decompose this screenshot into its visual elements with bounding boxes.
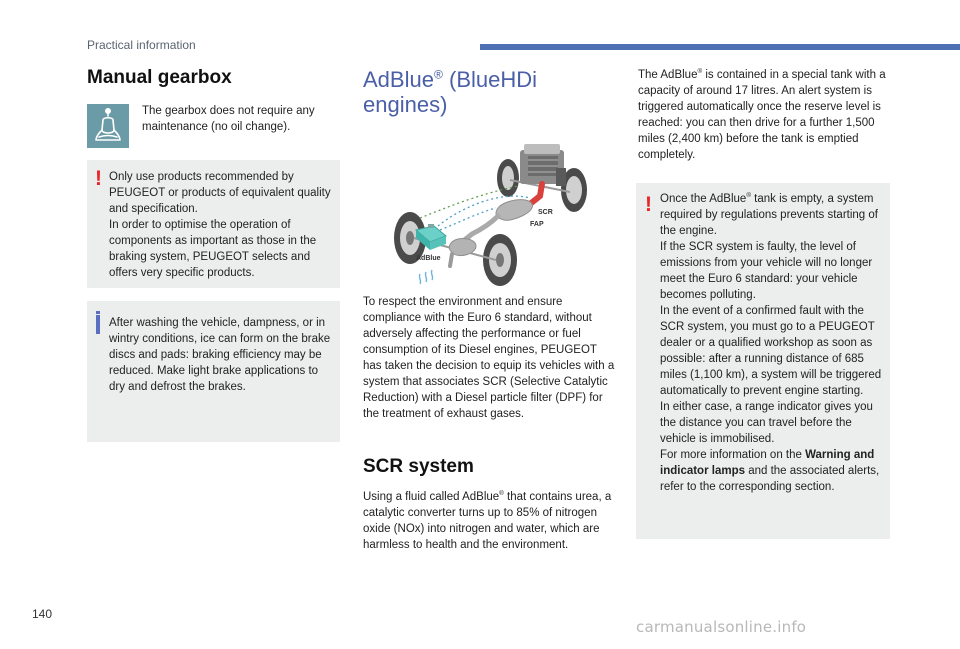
scr-system-paragraph: Using a fluid called AdBlue® that contains urea, a catalytic converter turns up to 85% of nitrogen oxide (NOx) into nitrogen and water, which are harmless to health and the environment. bbox=[363, 490, 612, 551]
scr-system-diagram bbox=[380, 138, 605, 288]
page-number: 140 bbox=[32, 607, 53, 621]
warning2-line-range: In either case, a range indicator gives you the distance you can travel before the vehicle is immobilised. bbox=[660, 401, 873, 445]
gearbox-maintenance-text: The gearbox does not require any maintenance (no oil change). bbox=[142, 105, 315, 133]
adblue-tank-paragraph: The AdBlue® is contained in a special tank with a capacity of around 17 litres. An alert system is triggered automatically once the reserve level is reached: you can then drive for a further 1,500 miles (2,400 km) before the tank is emptied completely. bbox=[638, 68, 886, 161]
gearbox-warning-box bbox=[87, 160, 340, 288]
watermark: carmanualsonline.info bbox=[636, 618, 807, 636]
warning2-line-empty-tank: Once the AdBlue® tank is empty, a system required by regulations prevents starting of the engine. bbox=[660, 192, 878, 237]
adblue-title: AdBlue® (BlueHDi engines) bbox=[363, 67, 538, 117]
adblue-warning-box bbox=[636, 183, 890, 539]
warning2-line-confirmed-fault: In the event of a confirmed fault with the SCR system, you must go to a PEUGEOT dealer or a qualified workshop as soon as possible: after a running distance of 685 miles (1,100 km), a system will be triggered automatically to prevent engine starting. bbox=[660, 305, 882, 397]
warning-line-braking: In order to optimise the operation of components as important as those in the braking system, PEUGEOT selects and offers very specific products. bbox=[109, 219, 317, 279]
diagram-label-adblue: AdBlue bbox=[416, 255, 441, 262]
header-accent-bar bbox=[480, 44, 960, 50]
section-header: Practical information bbox=[87, 38, 196, 52]
warning-line-products: Only use products recommended by PEUGEOT or products of equivalent quality and specification. bbox=[109, 171, 331, 215]
brake-info-text: After washing the vehicle, dampness, or in wintry conditions, ice can form on the brake discs and pads: braking efficiency may be reduced. Make light brake applications to dry and defrost the brakes. bbox=[109, 317, 331, 393]
scr-system-title: SCR system bbox=[363, 456, 474, 477]
gearbox-icon bbox=[87, 104, 129, 148]
diagram-label-fap: FAP bbox=[530, 221, 544, 228]
diagram-label-scr: SCR bbox=[538, 209, 553, 216]
warning2-line-faulty: If the SCR system is faulty, the level of emissions from your vehicle will no longer meet the Euro 6 standard: your vehicle becomes polluting. bbox=[660, 241, 873, 301]
environment-paragraph: To respect the environment and ensure compliance with the Euro 6 standard, without adversely affecting the performance or fuel consumption of its Diesel engines, PEUGEOT has taken the decision to equip its vehicles with a system that associates SCR (Selective Catalytic Reduction) with a Diesel particle filter (DPF) for the treatment of exhaust gases. bbox=[363, 296, 615, 420]
warning-exclamation-icon: ! bbox=[645, 193, 652, 216]
brake-info-box bbox=[87, 301, 340, 442]
manual-gearbox-title: Manual gearbox bbox=[87, 67, 232, 88]
warning2-line-more-info: For more information on the Warning and indicator lamps and the associated alerts, refer to the corresponding section. bbox=[660, 449, 880, 493]
warning-exclamation-icon: ! bbox=[95, 167, 102, 190]
